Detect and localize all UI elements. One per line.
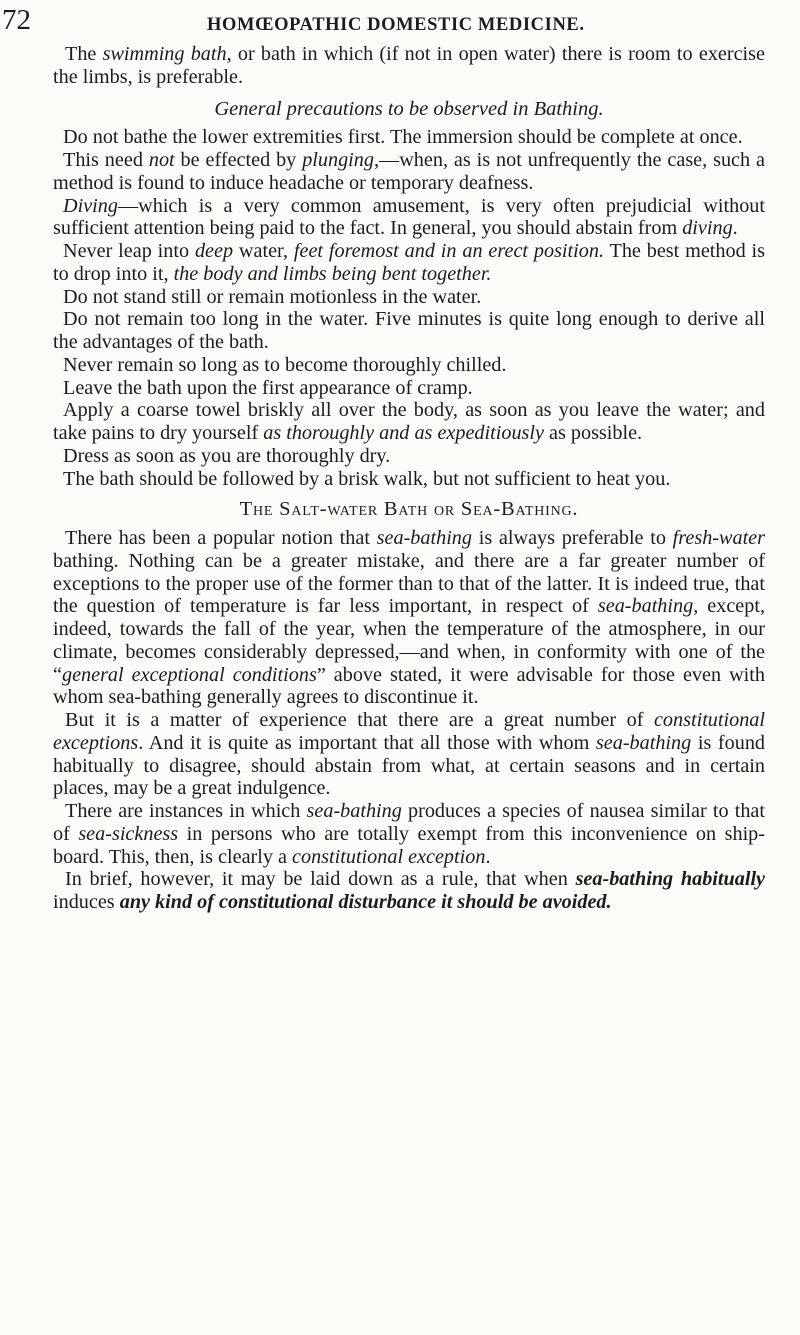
paragraph-popular-notion: There has been a popular notion that sea-bathing is always preferable to fresh-water bathing. Nothing can be a greater mistake, and there are a far greater number of exceptions to the proper use of the former than to that of the latter. It is indeed true, that the question of temperature is far less important, in respect of sea-bathing, except, indeed, towards the fall of the year, when the temperature of the atmosphere, in our climate, becomes considerably depressed,—and when, in conformity with one of the “general exceptional conditions” above stated, it were advisable for those even with whom sea-bathing generally agrees to discontinue it. <box>53 527 766 709</box>
paragraph-stand-still: Do not stand still or remain motionless in the water. <box>63 285 482 308</box>
paragraph-brisk-walk: The bath should be followed by a brisk walk, but not sufficient to heat you. <box>63 467 671 490</box>
section-heading-precautions: General precautions to be observed in Bathing. <box>214 97 604 120</box>
paragraph-cramp: Leave the bath upon the first appearance of cramp. <box>63 376 473 399</box>
paragraph-too-long: Do not remain too long in the water. Five minutes is quite long enough to derive all the advantages of the bath. <box>53 308 765 353</box>
paragraph-plunging: This need not be effected by plunging,—when, as is not unfrequently the case, such a method is found to induce headache or temporary deafness. <box>53 149 765 194</box>
paragraph-swimming-bath: The swimming bath, or bath in which (if not in open water) there is room to exercise the limbs, is preferable. <box>53 43 765 88</box>
paragraph-dress: Dress as soon as you are thoroughly dry. <box>63 444 391 467</box>
page-number: 72 <box>2 4 31 36</box>
page-body <box>53 43 765 914</box>
running-head: HOMŒOPATHIC DOMESTIC MEDICINE. <box>207 15 585 35</box>
paragraph-rule: In brief, however, it may be laid down as a rule, that when sea-bathing habitually induces any kind of constitutional disturbance it should be avoided. <box>53 868 766 913</box>
paragraph-diving: Diving—which is a very common amusement, is very often prejudicial without sufficient attention being paid to the fact. In general, you should abstain from diving. <box>53 194 765 240</box>
paragraph-lower-extremities: Do not bathe the lower extremities first. The immersion should be complete at once. <box>63 126 743 149</box>
section-heading-sea-bathing: The Salt-water Bath or Sea-Bathing. <box>239 498 579 521</box>
paragraph-chilled: Never remain so long as to become thoroughly chilled. <box>63 353 507 376</box>
paragraph-constitutional-exceptions: But it is a matter of experience that there are a great number of constitutional exceptions. And it is quite as important that all those with whom sea-bathing is found habitually to disagree, should abstain from what, at certain seasons and in certain places, may be a great indulgence. <box>53 709 765 800</box>
paragraph-nausea: There are instances in which sea-bathing produces a species of nausea similar to that of sea-sickness in persons who are totally exempt from this inconvenience on ship-board. This, then, is clearly a constitutional exception. <box>53 800 766 868</box>
page-header <box>0 2 800 42</box>
paragraph-towel: Apply a coarse towel briskly all over the body, as soon as you leave the water; and take pains to dry yourself as thoroughly and as expeditiously as possible. <box>53 399 765 444</box>
paragraph-never-leap: Never leap into deep water, feet foremost and in an erect position. The best method is to drop into it, the body and limbs being bent together. <box>53 240 766 285</box>
